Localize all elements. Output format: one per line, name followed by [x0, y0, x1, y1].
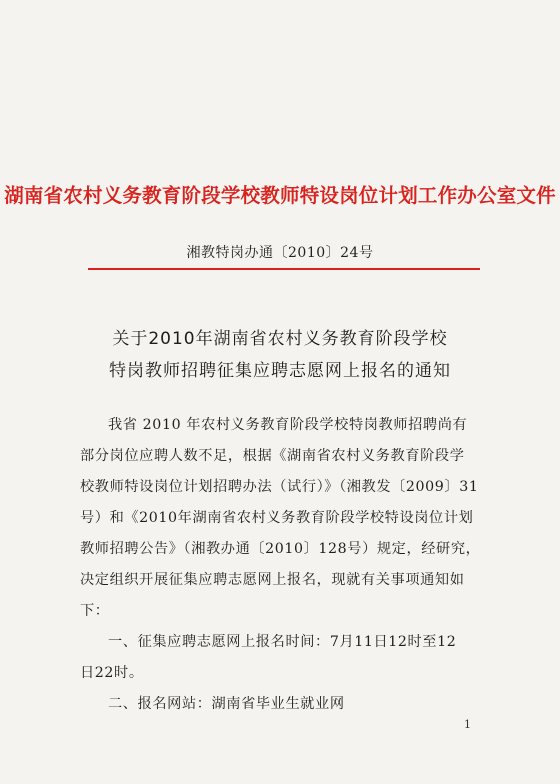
red-divider-line — [88, 268, 480, 270]
body-line: 校教师特设岗位计划招聘办法（试行）》（湘教发〔2009〕31 — [80, 479, 479, 495]
body-line: 一、征集应聘志愿网上报名时间：7月11日12时至12 — [108, 634, 457, 650]
body-line: 部分岗位应聘人数不足，根据《湖南省农村义务教育阶段学 — [80, 448, 465, 464]
document-number: 湘教特岗办通〔2010〕24号 — [186, 245, 374, 261]
notice-body — [80, 410, 480, 720]
notice-title-line-2: 特岗教师招聘征集应聘志愿网上报名的通知 — [109, 361, 451, 381]
body-line: 我省 2010 年农村义务教育阶段学校特岗教师招聘尚有 — [108, 417, 468, 433]
page-number: 1 — [464, 718, 471, 731]
body-line: 二、报名网站：湖南省毕业生就业网 — [108, 696, 345, 712]
body-line: 号）和《2010年湖南省农村义务教育阶段学校特设岗位计划 — [80, 510, 474, 526]
body-line: 决定组织开展征集应聘志愿网上报名，现就有关事项通知如 — [80, 572, 465, 588]
body-line: 下： — [80, 603, 110, 619]
document-header-title: 湖南省农村义务教育阶段学校教师特设岗位计划工作办公室文件 — [4, 184, 556, 207]
body-line: 日22时。 — [80, 665, 144, 681]
body-line: 教师招聘公告》（湘教办通〔2010〕128号）规定，经研究， — [80, 541, 481, 557]
notice-title-line-1: 关于2010年湖南省农村义务教育阶段学校 — [112, 329, 448, 349]
